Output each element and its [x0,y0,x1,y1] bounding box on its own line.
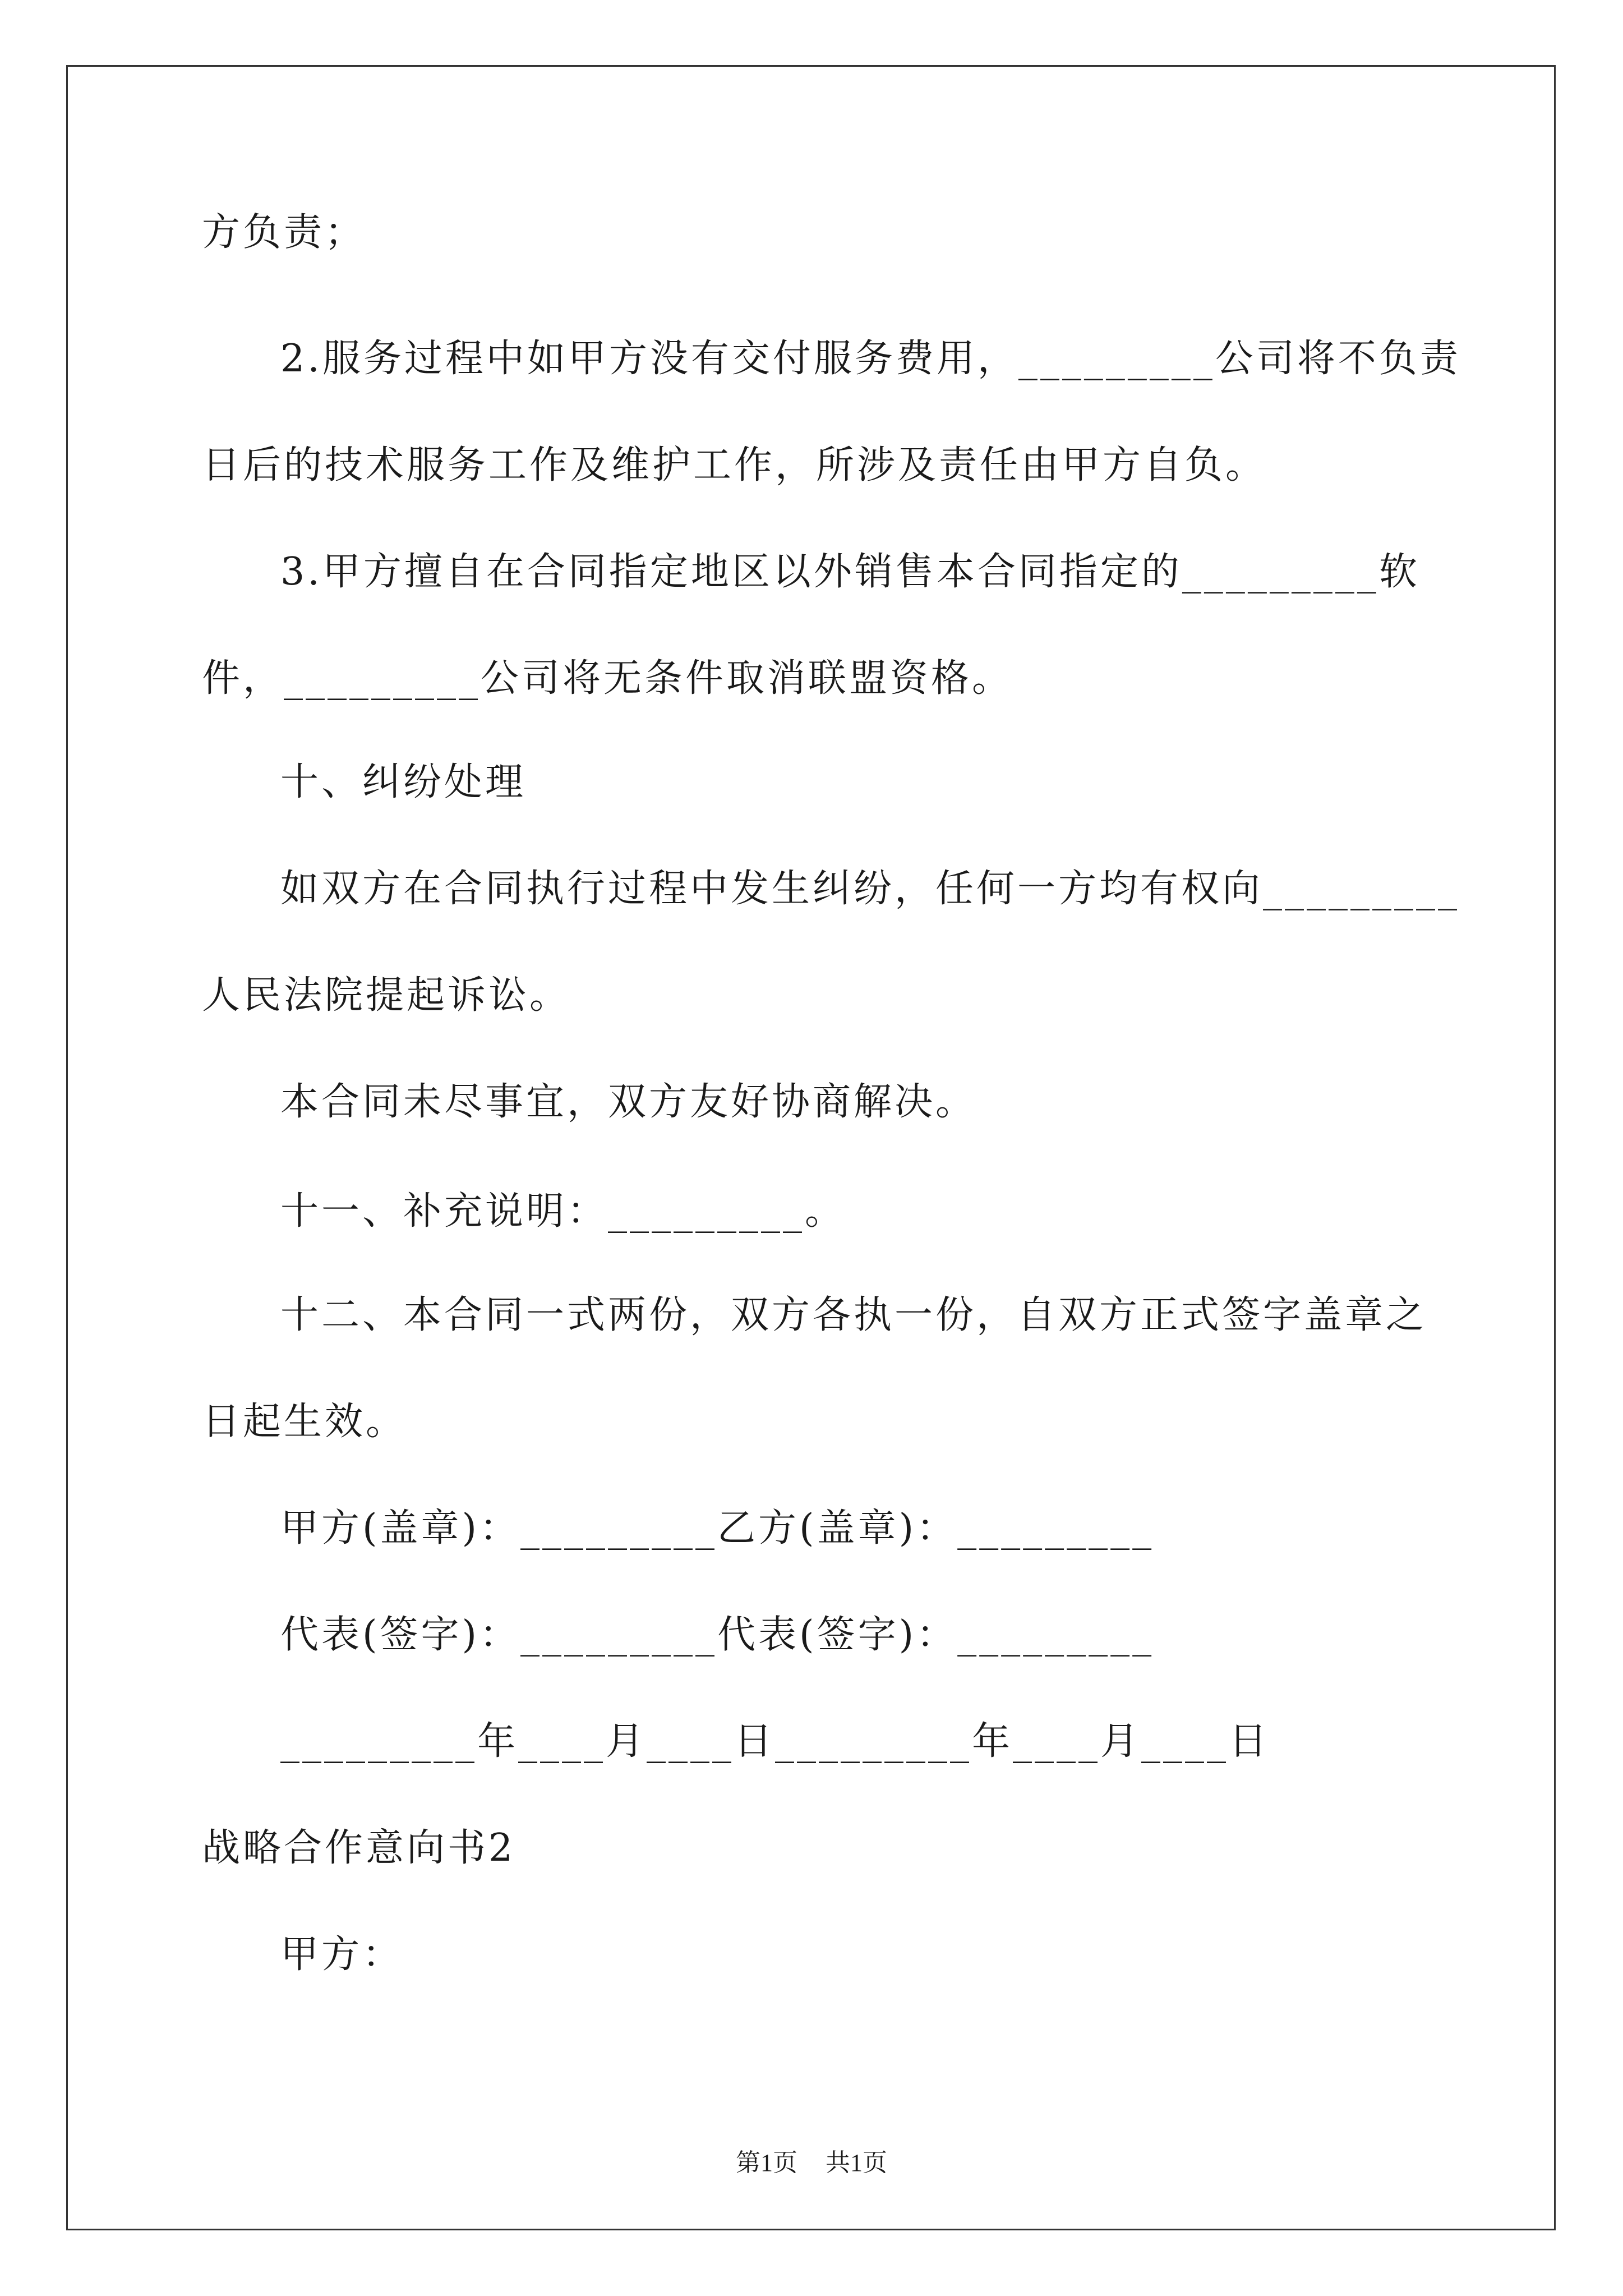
paragraph-line: 方负责； [202,210,366,255]
paragraph-line: 人民法院提起诉讼。 [202,973,571,1018]
paragraph-line: 十二、本合同一式两份，双方各执一份，自双方正式签字盖章之 [280,1293,1427,1337]
page-number-total: 共1页 [826,2149,887,2177]
paragraph-line: 件，_________公司将无条件取消联盟资格。 [202,656,1013,701]
paragraph-line: 如双方在合同执行过程中发生纠纷，任何一方均有权向_________ [280,867,1460,911]
paragraph-line: 十一、补充说明：_________。 [280,1189,846,1234]
section-heading: 十、纠纷处理 [280,760,527,804]
paragraph-line: 日后的技术服务工作及维护工作，所涉及责任由甲方自负。 [202,443,1267,487]
party-a-label: 甲方： [280,1932,404,1977]
paragraph-line: 2.服务过程中如甲方没有交付服务费用，_________公司将不负责 [280,337,1461,381]
signature-line-seal: 甲方(盖章)：_________乙方(盖章)：_________ [280,1506,1155,1550]
signature-line-sign: 代表(签字)：_________代表(签字)：_________ [280,1613,1155,1657]
paragraph-line: 日起生效。 [202,1400,407,1444]
document-title: 战略合作意向书2 [202,1826,516,1870]
page-border [66,65,1556,2230]
paragraph-line: 本合同未尽事宜，双方友好协商解决。 [280,1080,977,1124]
paragraph-line: 3.甲方擅自在合同指定地区以外销售本合同指定的_________软 [280,550,1420,594]
date-line: _________年____月____日_________年____月____日 [280,1719,1270,1764]
page-footer [0,2147,1623,2179]
page-number-current: 第1页 [736,2149,797,2177]
